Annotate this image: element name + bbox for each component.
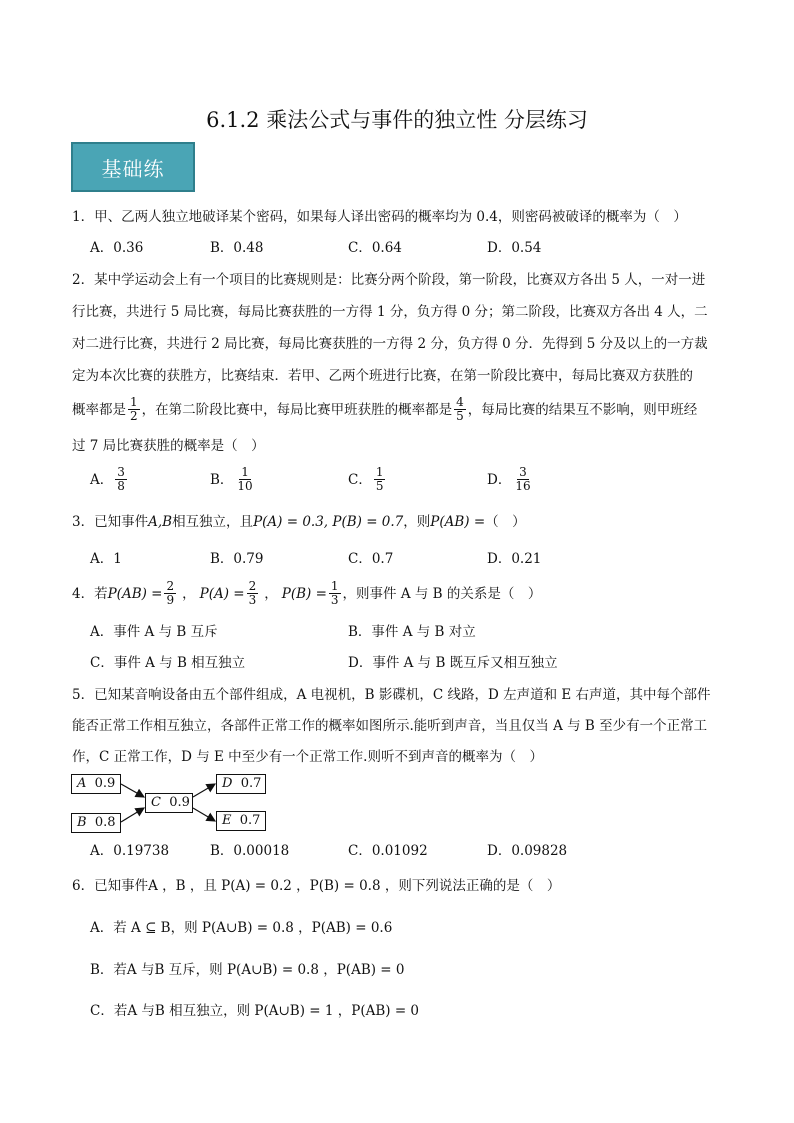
q2-option-c-label: C． [348, 471, 372, 488]
q2-line-5-text-a: 概率都是 [72, 401, 126, 418]
q5-option-b: B．0.00018 [210, 843, 290, 859]
q4-stem-b: ，则事件 A 与 B 的关系是（ ） [342, 585, 542, 602]
q2-f2-num: 4 [456, 395, 464, 409]
q2-oc-den: 5 [375, 479, 384, 493]
q2-f1-num: 1 [130, 395, 138, 409]
component-c-prob: 0.9 [169, 795, 190, 810]
q4-option-b: B．事件 A 与 B 对立 [348, 624, 476, 640]
q3-stem-a: 3．已知事件 [72, 514, 149, 530]
q4-math-2: P(A) = [199, 585, 245, 602]
q2-od-num: 3 [519, 465, 527, 479]
q5-line-3: 作，C 正常工作，D 与 E 中至少有一个正常工作.则听不到声音的概率为（ ） [72, 749, 543, 765]
q3-stem-b: 相互独立，且 [172, 514, 254, 530]
q4-sep-2: ， [264, 585, 278, 602]
q2-ob-den: 10 [237, 479, 253, 493]
component-b-prob: 0.8 [94, 815, 116, 830]
q3-stem-c: ，则 [403, 514, 431, 530]
q5-line-1: 5．已知某音响设备由五个部件组成，A 电视机，B 影碟机，C 线路，D 左声道和 E 右声道，其中每个部件 [72, 687, 711, 703]
arrow-c-to-d [193, 784, 215, 797]
page-title: 6.1.2 乘法公式与事件的独立性 分层练习 [206, 108, 588, 132]
q1-option-a: A．0.36 [90, 240, 144, 256]
q4-option-a: A．事件 A 与 B 互斥 [90, 624, 218, 640]
q4-f2-den: 3 [248, 593, 257, 607]
q5-option-c: C．0.01092 [348, 843, 428, 859]
q4-sep-1: ， [182, 585, 196, 602]
q6-option-c: C．若A 与B 相互独立，则 P(A∪B) = 1 ，P(AB) = 0 [90, 1003, 420, 1019]
q2-line-3: 对二进行比赛，共进行 2 局比赛，每局比赛获胜的一方得 2 分，负方得 0 分．先得到 5 分及以上的一方裁 [72, 336, 708, 352]
section-badge: 基础练 [71, 142, 195, 192]
q2-line-2: 行比赛，共进行 5 局比赛，每局比赛获胜的一方得 1 分，负方得 0 分；第二阶段，比赛双方各出 4 人，二 [72, 304, 708, 320]
q2-f2-den: 5 [456, 409, 464, 423]
q2-oc-num: 1 [375, 465, 384, 479]
q4-option-c: C．事件 A 与 B 相互独立 [90, 655, 246, 671]
q2-line-5-text-b: ，在第二阶段比赛中，每局比赛甲班获胜的概率都是 [141, 401, 453, 418]
component-d-prob: 0.7 [240, 776, 262, 791]
q2-line-4: 定为本次比赛的获胜方，比赛结束．若甲、乙两个班进行比赛，在第一阶段比赛中，每局比赛双方获胜的 [72, 368, 693, 384]
q4-math-3: P(B) = [281, 585, 327, 602]
component-b-name: B [77, 815, 87, 830]
q4-f3-num: 1 [330, 579, 339, 593]
q3-option-c: C．0.7 [348, 551, 394, 567]
q2-ob-num: 1 [241, 465, 249, 479]
arrow-b-to-c [121, 808, 144, 822]
q1-stem: 1．甲、乙两人独立地破译某个密码，如果每人译出密码的概率均为 0.4，则密码被破译的概率为（ ） [72, 209, 687, 225]
q1-option-b: B．0.48 [210, 240, 264, 256]
q1-option-d: D．0.54 [487, 240, 542, 256]
q3-stem-vars: A,B [148, 514, 173, 530]
q2-option-b-label: B． [210, 471, 234, 488]
q3-stem-math-1: P(A) = 0.3, P(B) = 0.7 [253, 514, 404, 530]
component-b-box [71, 813, 121, 833]
component-e-box [216, 811, 266, 831]
component-d-name: D [222, 776, 233, 791]
q4-math-1: P(AB) = [107, 585, 163, 602]
q6-option-b: B．若A 与B 互斥，则 P(A∪B) = 0.8 ，P(AB) = 0 [90, 962, 405, 978]
q4-stem-a: 4．若 [72, 585, 108, 602]
q3-option-a: A．1 [90, 551, 122, 567]
q6-option-a: A．若 A ⊆ B，则 P(A∪B) = 0.8 ，P(AB) = 0.6 [90, 920, 393, 936]
q2-line-6: 过 7 局比赛获胜的概率是（ ） [72, 438, 265, 454]
component-a-name: A [77, 776, 87, 791]
q3-option-d: D．0.21 [487, 551, 542, 567]
q2-oa-den: 8 [117, 479, 125, 493]
q5-option-d: D．0.09828 [487, 843, 568, 859]
q2-option-a-label: A． [90, 471, 114, 488]
component-c-box [145, 793, 193, 813]
component-a-prob: 0.9 [94, 776, 116, 791]
q5-option-a: A．0.19738 [90, 843, 170, 859]
q4-f1-den: 9 [166, 593, 175, 607]
q4-option-d: D．事件 A 与 B 既互斥又相互独立 [348, 655, 558, 671]
component-e-name: E [222, 813, 232, 828]
q2-f1-den: 2 [130, 409, 138, 423]
q3-stem-d: （ ） [485, 514, 526, 530]
q1-option-c: C．0.64 [348, 240, 402, 256]
component-a-box [71, 774, 121, 794]
arrow-c-to-e [193, 808, 215, 821]
q2-oa-num: 3 [117, 465, 125, 479]
q2-od-den: 16 [515, 479, 531, 493]
q4-f3-den: 3 [330, 593, 339, 607]
q4-f2-num: 2 [248, 579, 257, 593]
q2-option-d-label: D． [487, 471, 512, 488]
q2-line-5-text-c: ，每局比赛的结果互不影响，则甲班经 [467, 401, 698, 418]
component-c-name: C [151, 795, 161, 810]
q2-line-1: 2．某中学运动会上有一个项目的比赛规则是：比赛分两个阶段，第一阶段，比赛双方各出 5 人，一对一进 [72, 272, 706, 288]
arrow-a-to-c [121, 784, 144, 797]
q3-stem-math-2: P(AB) = [430, 514, 486, 530]
q4-f1-num: 2 [166, 579, 175, 593]
q3-option-b: B．0.79 [210, 551, 264, 567]
q5-line-2: 能否正常工作相互独立，各部件正常工作的概率如图所示.能听到声音，当且仅当 A 与 B 至少有一个正常工 [72, 718, 708, 734]
q6-stem: 6．已知事件A ，B ，且 P(A) = 0.2 ，P(B) = 0.8 ，则下列说法正确的是（ ） [72, 878, 561, 894]
component-e-prob: 0.7 [239, 813, 261, 828]
component-d-box [216, 774, 266, 794]
